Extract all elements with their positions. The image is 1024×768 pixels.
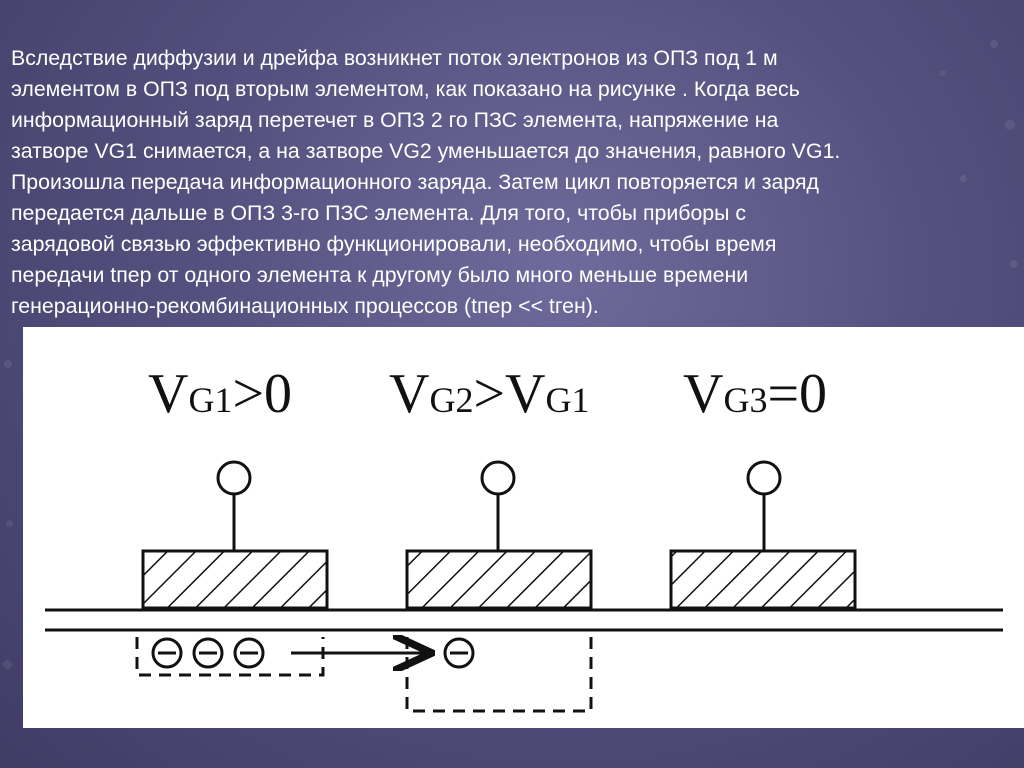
gate-label-3 — [683, 363, 827, 425]
gate-label-2 — [389, 363, 590, 425]
gate-label-1 — [148, 363, 292, 425]
ccd-diagram — [23, 327, 1024, 728]
gate-electrode-3 — [671, 551, 855, 608]
gate3-sub: G3 — [723, 380, 768, 420]
gate-electrode-2 — [407, 551, 591, 608]
paragraph-line: передачи tпер от одного элемента к другому было много меньше времени — [11, 263, 749, 287]
gate-terminal-1 — [218, 462, 250, 551]
paragraph-line: Вследствие диффузии и дрейфа возникнет поток электронов из ОПЗ под 1 м — [11, 46, 778, 70]
gate1-sub: G1 — [188, 380, 233, 420]
electron — [445, 639, 473, 667]
gate-terminal-3 — [748, 462, 780, 551]
gate1-v: V — [148, 363, 189, 425]
paragraph-line: затворе VG1 снимается, а на затворе VG2 уменьшается до значения, равного VG1. — [11, 139, 841, 163]
paragraph-line: элементом в ОПЗ под вторым элементом, как показано на рисунке . Когда весь — [11, 77, 800, 101]
paragraph-line: информационный заряд перетечет в ОПЗ 2 го ПЗС элемента, напряжение на — [11, 108, 779, 132]
gate-electrode-1 — [143, 551, 327, 608]
gate2-rhs-sub: G1 — [545, 380, 590, 420]
depletion-well-1 — [137, 637, 323, 675]
paragraph-line: зарядовой связью эффективно функционировали, необходимо, чтобы время — [11, 232, 777, 256]
gate3-v: V — [683, 363, 724, 425]
paragraph-line: Произошла передача информационного заряда. Затем цикл повторяется и заряд — [11, 170, 819, 194]
gate-terminal-2 — [482, 462, 514, 551]
electron-group-well-1 — [153, 639, 263, 667]
depletion-well-2 — [407, 637, 591, 711]
gate2-sub: G2 — [429, 380, 474, 420]
ccd-charge-transfer-figure — [23, 327, 1024, 728]
gate1-rel: >0 — [232, 363, 293, 425]
electron-group-well-2 — [445, 639, 473, 667]
electron — [153, 639, 181, 667]
electron — [194, 639, 222, 667]
paragraph-line: передается дальше в ОПЗ 3-го ПЗС элемента. Для того, чтобы приборы с — [11, 201, 747, 225]
body-paragraph — [11, 43, 1011, 322]
gate3-rel: =0 — [767, 363, 828, 425]
gate2-rhs-v: V — [505, 363, 546, 425]
gate2-v: V — [389, 363, 430, 425]
paragraph-line: генерационно-рекомбинационных процессов (tпер << tген). — [11, 294, 599, 318]
gate2-rel: > — [473, 363, 506, 425]
electron — [235, 639, 263, 667]
